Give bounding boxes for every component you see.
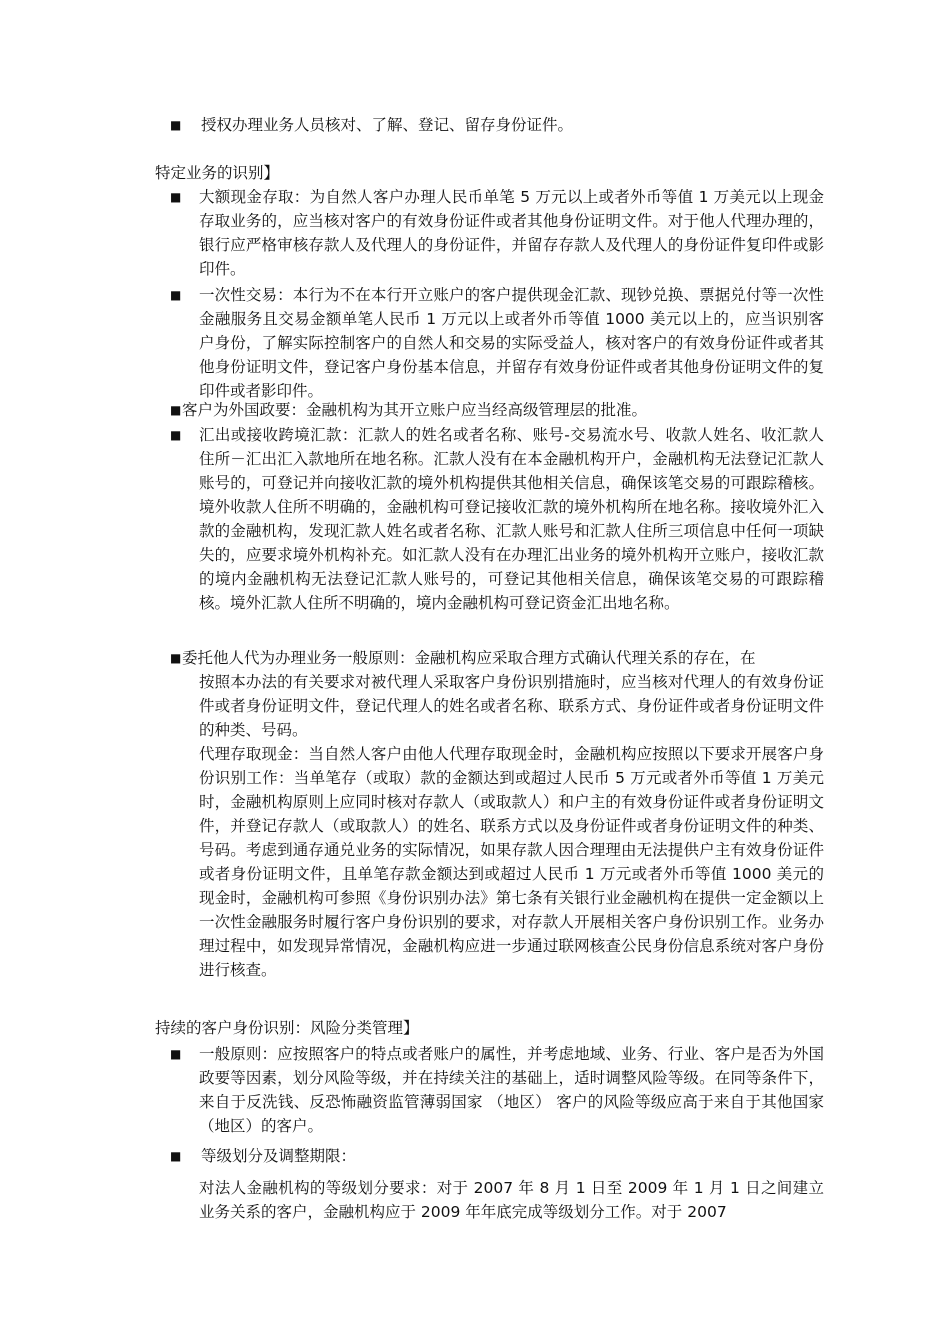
list-item-text: 大额现金存取：为自然人客户办理人民币单笔 5 万元以上或者外币等值 1 万美元以上现金存取业务的，应当核对客户的有效身份证件或者其他身份证明文件。对于他人代理办理的，银行应严格审核存款人及代理人的身份证件，并留存存款人及代理人的身份证件复印件或影印件。: [199, 188, 824, 278]
bullet-square-icon: ■: [170, 651, 182, 665]
list-item-text: 授权办理业务人员核对、了解、登记、留存身份证件。: [201, 116, 574, 134]
bullet-square-icon: ■: [170, 428, 182, 442]
list-item-text: 客户为外国政要：金融机构为其开立账户应当经高级管理层的批准。: [182, 401, 648, 419]
bullet-square-icon: ■: [170, 1149, 182, 1163]
list-item-text: 等级划分及调整期限：: [201, 1147, 357, 1165]
bullet-square-icon: ■: [170, 118, 182, 132]
section-heading-ongoing: 持续的客户身份识别：风险分类管理】: [155, 1019, 419, 1037]
paragraph-text: 对法人金融机构的等级划分要求：对于 2007 年 8 月 1 日至 2009 年 1 月 1 日之间建立业务关系的客户，金融机构应于 2009 年年底完成等级划分工作。对于 2007: [199, 1179, 824, 1221]
paragraph-text: 代理存取现金：当自然人客户由他人代理存取现金时，金融机构应按照以下要求开展客户身份识别工作：当单笔存（或取）款的金额达到或超过人民币 5 万元或者外币等值 1 万美元时，金融机构原则上应同时核对存款人（或取款人）和户主的有效身份证件或者身份证明文件，并登记存款人（或取款人）的姓名、联系方式以及身份证件或者身份证明文件的种类、号码。考虑到通存通兑业务的实际情况，如果存款人因合理理由无法提供户主有效身份证件或者身份证明文件，且单笔存款金额达到或超过人民币 1 万元或者外币等值 1000 美元的现金时，金融机构可参照《身份识别办法》第七条有关银行业金融机构在提供一定金额以上一次性金融服务时履行客户身份识别的要求，对存款人开展相关客户身份识别工作。业务办理过程中，如发现异常情况，金融机构应进一步通过联网核查公民身份信息系统对客户身份进行核查。: [199, 745, 824, 979]
bullet-square-icon: ■: [170, 1047, 182, 1061]
section-heading-specific: 特定业务的识别】: [155, 164, 280, 182]
list-item-text: 汇出或接收跨境汇款：汇款人的姓名或者名称、账号-交易流水号、收款人姓名、收汇款人住所－汇出汇入款地所在地名称。汇款人没有在本金融机构开户，金融机构无法登记汇款人账号的，可登记并向接收汇款的境外机构提供其他相关信息，确保该笔交易的可跟踪稽核。境外收款人住所不明确的，金融机构可登记接收汇款的境外机构所在地名称。接收境外汇入款的金融机构，发现汇款人姓名或者名称、汇款人账号和汇款人住所三项信息中任何一项缺失的，应要求境外机构补充。如汇款人没有在办理汇出业务的境外机构开立账户，接收汇款的境内金融机构无法登记汇款人账号的，可登记其他相关信息，确保该笔交易的可跟踪稽核。境外汇款人住所不明确的，境内金融机构可登记资金汇出地名称。: [199, 426, 824, 612]
list-item-text: 一次性交易：本行为不在本行开立账户的客户提供现金汇款、现钞兑换、票据兑付等一次性金融服务且交易金额单笔人民币 1 万元以上或者外币等值 1000 美元以上的，应当识别客户身份，了解实际控制客户的自然人和交易的实际受益人，核对客户的有效身份证件或者其他身份证明文件，登记客户身份基本信息，并留存有效身份证件或者其他身份证明文件的复印件或者影印件。: [199, 286, 824, 400]
list-item-text-first-line: 委托他人代为办理业务一般原则：金融机构应采取合理方式确认代理关系的存在，在: [182, 649, 756, 667]
list-item-text: 按照本办法的有关要求对被代理人采取客户身份识别措施时，应当核对代理人的有效身份证件或者身份证明文件，登记代理人的姓名或者名称、联系方式、身份证件或者身份证明文件的种类、号码。: [199, 673, 824, 739]
bullet-square-icon: ■: [170, 288, 182, 302]
bullet-square-icon: ■: [170, 190, 182, 204]
bullet-square-icon: ■: [170, 403, 182, 417]
list-item-text: 一般原则：应按照客户的特点或者账户的属性，并考虑地域、业务、行业、客户是否为外国政要等因素，划分风险等级，并在持续关注的基础上，适时调整风险等级。在同等条件下，来自于反洗钱、反恐怖融资监管薄弱国家 （地区） 客户的风险等级应高于来自于其他国家（地区）的客户。: [199, 1045, 824, 1135]
